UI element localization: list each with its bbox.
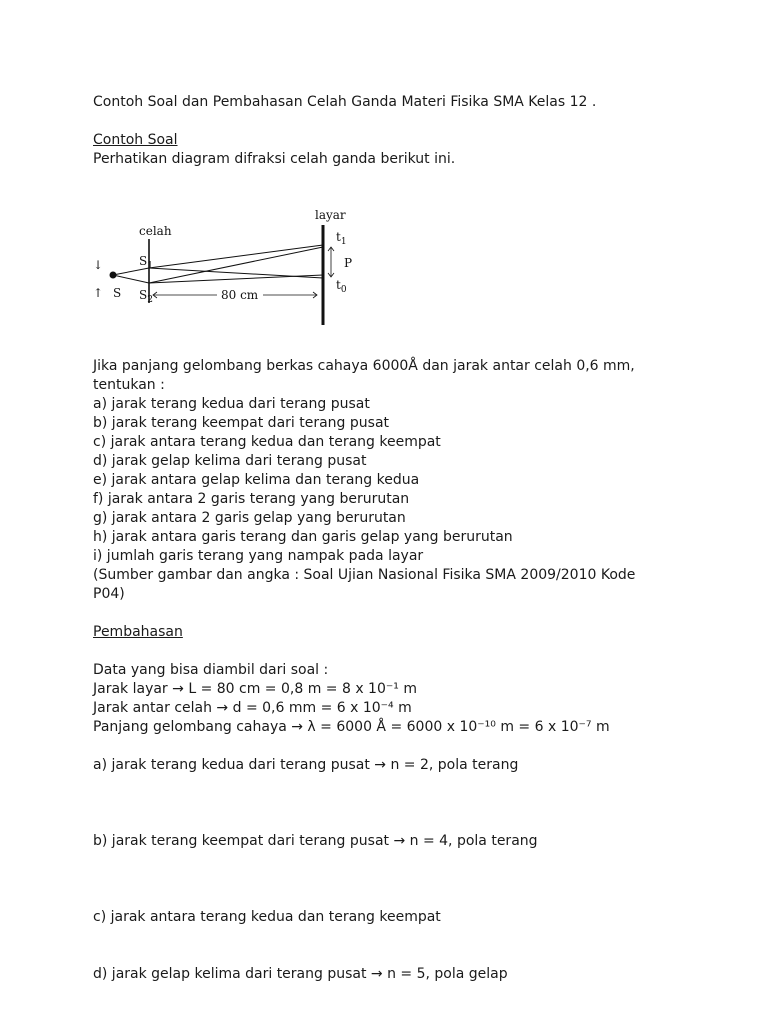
question-lead-line2: tentukan : [93,377,165,393]
intro-text: Perhatikan diagram difraksi celah ganda berikut ini. [93,151,456,167]
given-data-item: Panjang gelombang cahaya → λ = 6000 Å = 6000 x 10⁻¹⁰ m = 6 x 10⁻⁷ m [93,719,610,735]
down-arrow-icon: ↓ [93,258,104,272]
ray-s-s1 [113,268,149,275]
label-layar: layar [315,208,346,222]
answer-a-heading: a) jarak terang kedua dari terang pusat → n = 2, pola terang [93,757,519,773]
question-item: a) jarak terang kedua dari terang pusat [93,396,370,412]
label-s: S [113,286,122,300]
section-title-soal: Contoh Soal [93,132,178,148]
question-lead-line1: Jika panjang gelombang berkas cahaya 6000Å dan jarak antar celah 0,6 mm, [93,358,635,374]
diagram-svg [91,207,371,337]
question-item: i) jumlah garis terang yang nampak pada layar [93,548,424,564]
section-title-pembahasan: Pembahasan [93,624,183,640]
label-t1: $t_1$ [336,230,347,247]
document-header: Contoh Soal dan Pembahasan Celah Ganda Materi Fisika SMA Kelas 12 . [93,94,597,110]
label-t0: $t_0$ [336,278,347,295]
up-arrow-icon: ↑ [93,286,104,300]
document-page [93,93,693,984]
question-item: h) jarak antara garis terang dan garis gelap yang berurutan [93,529,513,545]
source-note-line1: (Sumber gambar dan angka : Soal Ujian Nasional Fisika SMA 2009/2010 Kode [93,567,636,583]
question-item: f) jarak antara 2 garis terang yang berurutan [93,491,410,507]
label-celah: celah [139,224,172,238]
double-slit-diagram [91,207,371,337]
question-item: b) jarak terang keempat dari terang pusat [93,415,390,431]
question-item: e) jarak antara gelap kelima dan terang kedua [93,472,420,488]
answer-d-heading: d) jarak gelap kelima dari terang pusat → n = 5, pola gelap [93,966,508,982]
given-data-item: Jarak antar celah → d = 0,6 mm = 6 x 10⁻⁴ m [93,700,412,716]
answer-b-heading: b) jarak terang keempat dari terang pusat → n = 4, pola terang [93,833,538,849]
source-note-line2: P04) [93,586,125,602]
question-item: c) jarak antara terang kedua dan terang keempat [93,434,441,450]
ray-s-s2 [113,275,149,283]
answer-c-heading: c) jarak antara terang kedua dan terang keempat [93,909,441,925]
ray-s2-t0 [149,275,323,283]
label-distance: 80 cm [221,288,259,302]
question-item: g) jarak antara 2 garis gelap yang berurutan [93,510,406,526]
given-data-list [93,680,693,737]
question-item: d) jarak gelap kelima dari terang pusat [93,453,367,469]
question-list [93,395,693,566]
data-intro: Data yang bisa diambil dari soal : [93,662,329,678]
label-s2: $S_2$ [139,288,153,305]
label-s1: $S_1$ [139,254,153,271]
label-p: P [344,256,353,270]
given-data-item: Jarak layar → L = 80 cm = 0,8 m = 8 x 10⁻¹ m [93,681,417,697]
